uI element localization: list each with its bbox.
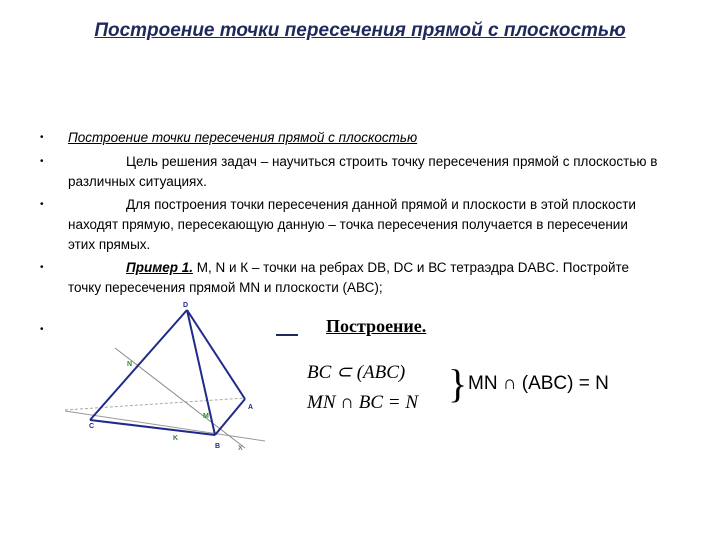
bullet-example (68, 258, 658, 298)
point-label-n: N (127, 361, 133, 368)
bullet-goal-text: Цель решения задач – научиться строить точку пересечения прямой с плоскостью в различных ситуациях. (68, 154, 658, 189)
slide-title: Построение точки пересечения прямой с плоскостью (94, 20, 626, 41)
vertex-label-d: D (183, 302, 189, 309)
point-label-k: K (173, 435, 179, 442)
edge-dc (90, 310, 187, 420)
bullet-method-text: Для построения точки пересечения данной прямой и плоскости в этой плоскости находят прямую, пересекающую данную – точка пересечения получается в пересечении этих прямых. (68, 197, 636, 252)
bullet-marker: • (40, 324, 44, 335)
construction-heading: Построение. (326, 316, 427, 336)
result-formula: MN ∩ (ABC) = N (468, 373, 609, 394)
bullet-heading-text: Построение точки пересечения прямой с плоскостью (68, 130, 418, 145)
point-label-x: X (238, 445, 243, 452)
edge-ba (215, 399, 245, 435)
formula-bc-in-abc: BC ⊂ (ABC) (307, 362, 406, 383)
edge-ac-hidden (65, 398, 245, 410)
bullet-marker: • (40, 156, 44, 167)
vertex-label-c: C (89, 423, 95, 430)
vertex-label-b: B (215, 443, 221, 450)
line-mn (115, 348, 245, 448)
brace-symbol: } (448, 361, 468, 406)
example-label: Пример 1. (126, 260, 193, 275)
tetrahedron-figure (60, 298, 280, 463)
edge-cb (90, 420, 215, 435)
bullet-goal (68, 152, 658, 192)
bullet-marker: • (40, 262, 44, 273)
point-label-m: M (203, 413, 209, 420)
bullet-heading (68, 128, 658, 148)
example-text: М, N и К – точки на ребрах DB, DC и ВС тетраэдра DABC. Постройте точку пересечения прямой MN и плоскости (АВС); (68, 260, 630, 295)
edge-da (187, 310, 245, 399)
formula-mn-cap-bc: MN ∩ BC = N (307, 392, 418, 413)
edge-db (187, 310, 215, 435)
vertex-label-a: A (248, 404, 254, 411)
bullet-method (68, 195, 658, 255)
bullet-marker: • (40, 132, 44, 143)
bullet-marker: • (40, 199, 44, 210)
